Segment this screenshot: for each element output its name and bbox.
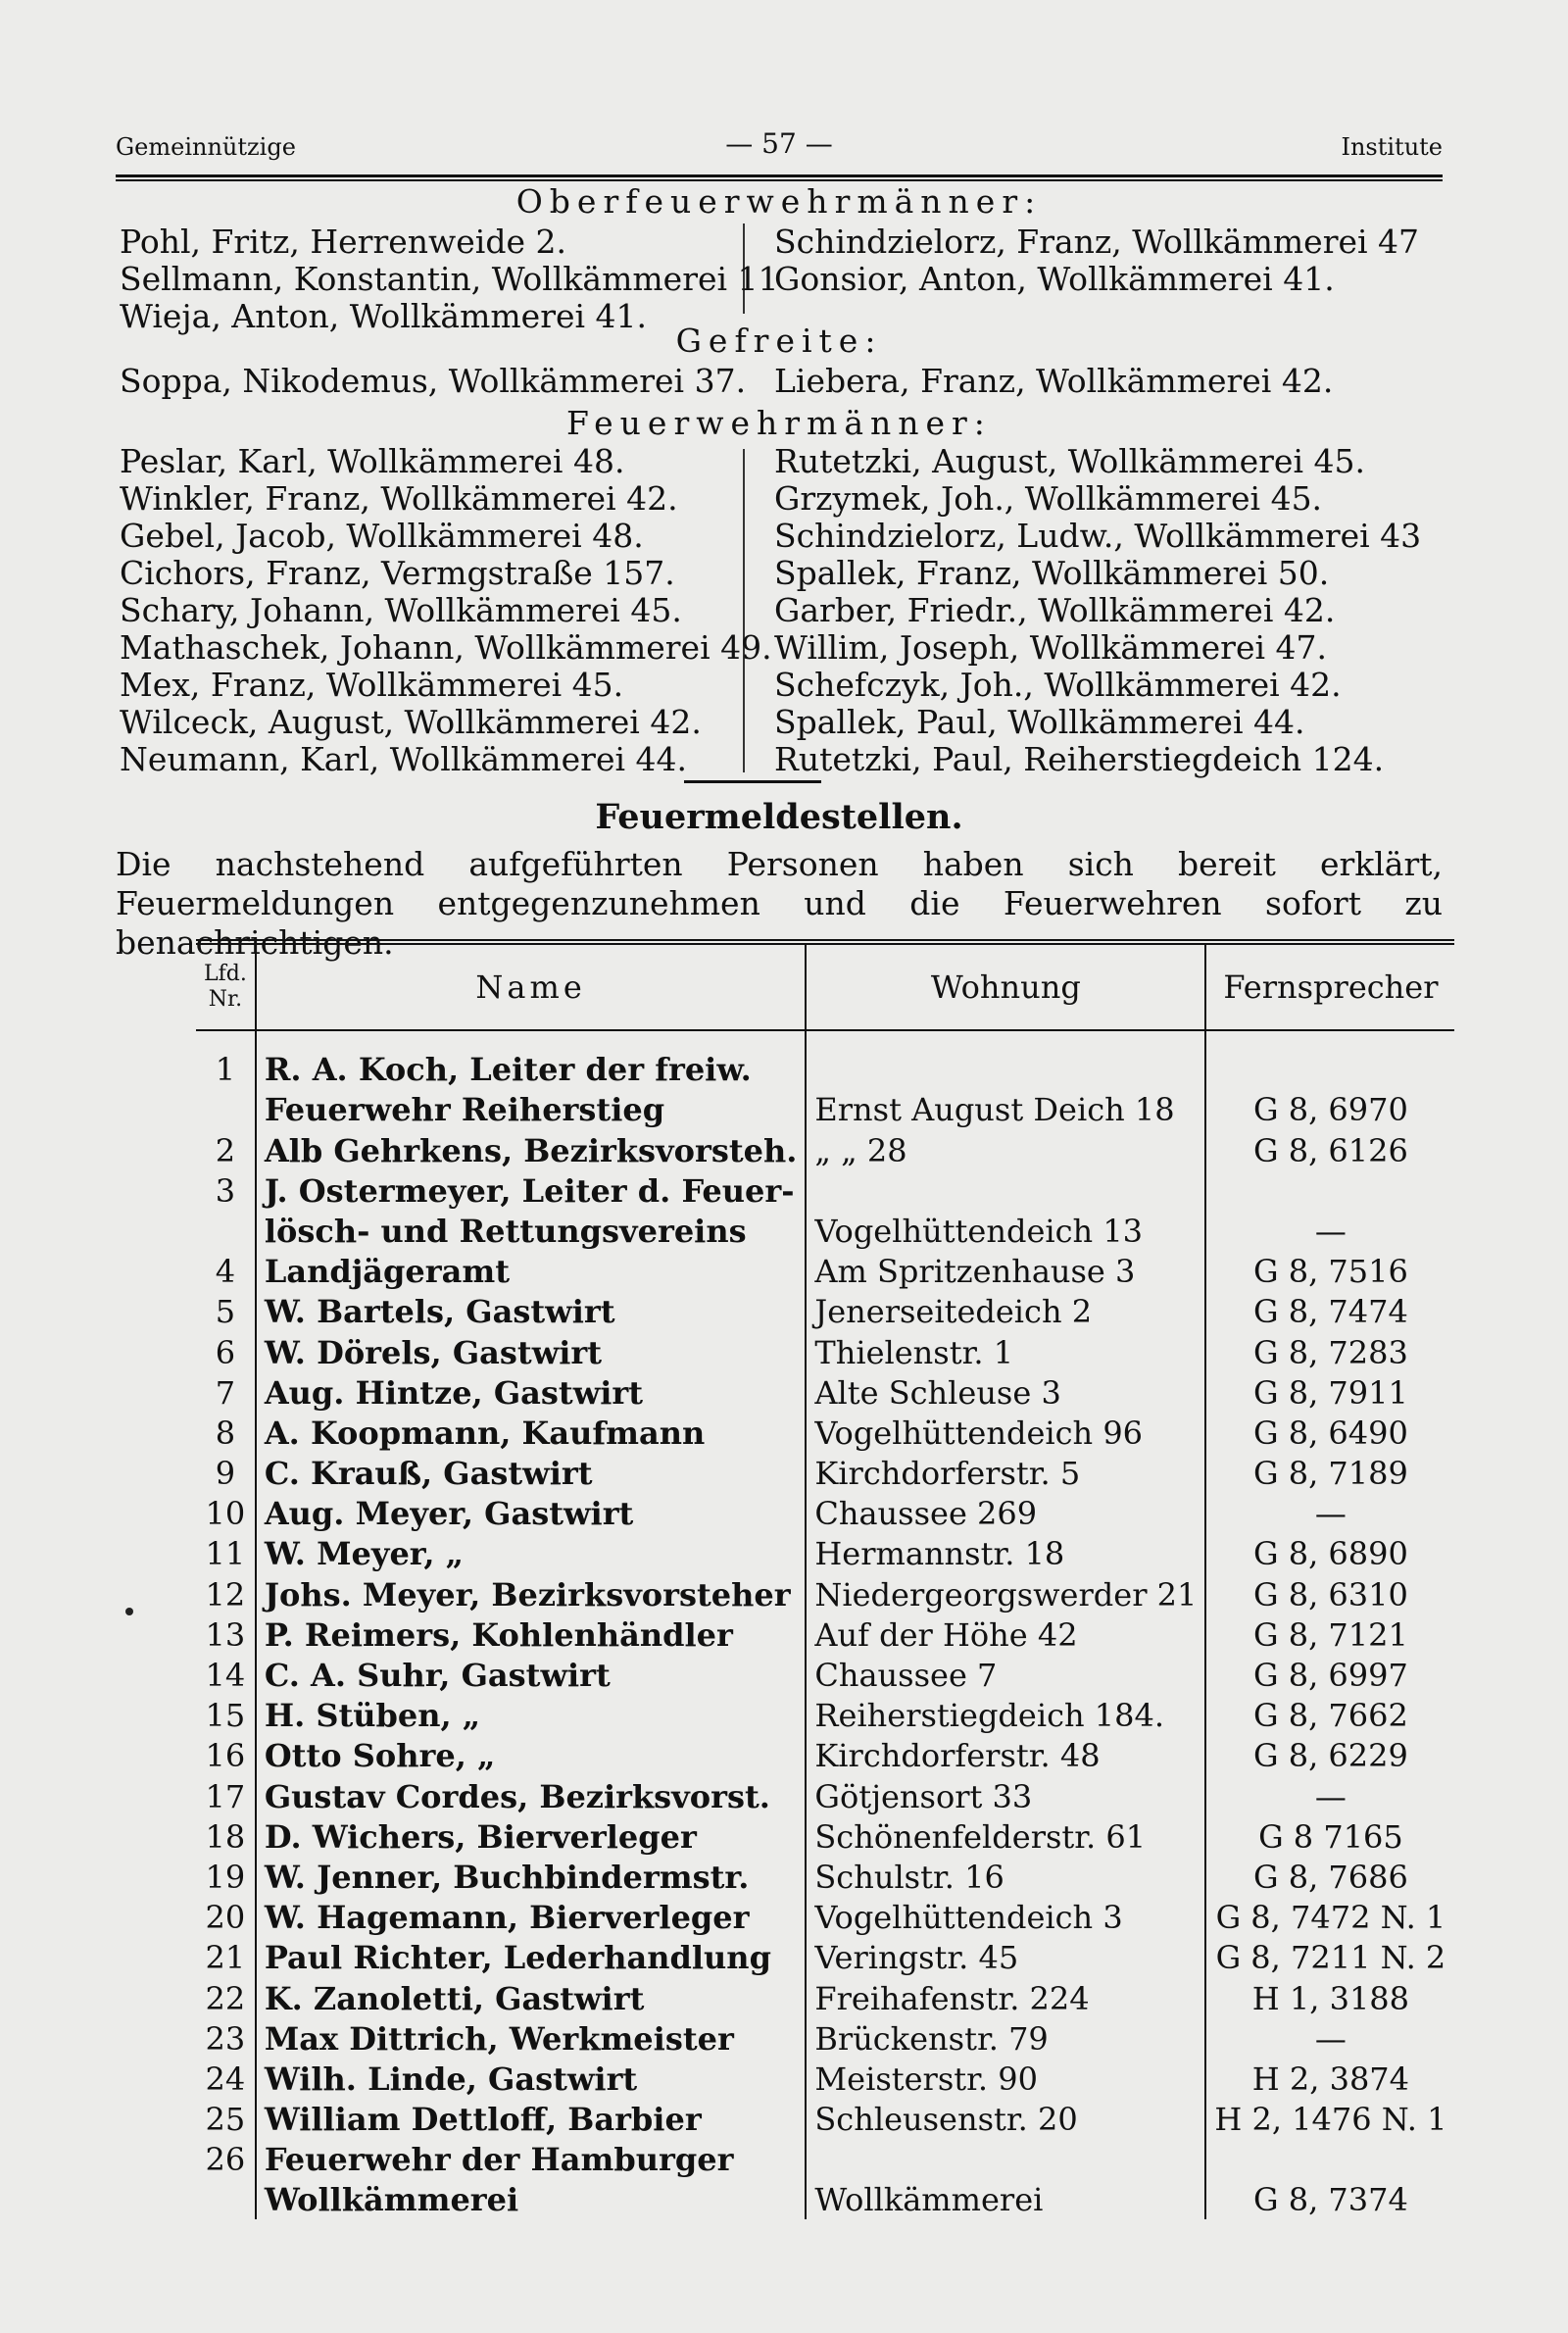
table-row [196,1977,1454,2017]
page-number: — 57 — [725,127,833,160]
section-title-feuerwehrmaenner: Feuerwehrmänner: [566,404,992,442]
fernsprecher-cell: — [1205,1775,1454,1815]
header-rule-top [116,174,1443,177]
table-row [196,1857,1454,1897]
wohnung-cell: Ernst August Deich 18 [806,1089,1205,1129]
section-title-gefreite: Gefreite: [675,322,883,360]
table-row [196,2179,1454,2219]
row-number-cell: 1 [215,1051,236,1089]
row-number-cell: 5 [215,1293,236,1331]
wohnung-cell: Schleusenstr. 20 [806,2099,1205,2139]
row-number-cell: 25 [205,2101,246,2139]
table-row [196,1573,1454,1613]
table-row [196,1030,1454,1089]
table-row [196,1372,1454,1413]
name-cell: Johs. Meyer, Bezirksvorsteher [256,1573,807,1613]
name-cell: H. Stüben, „ [256,1695,807,1735]
table-header-row [196,942,1454,1030]
list-item: Schefczyk, Joh., Wollkämmerei 42. [774,666,1342,704]
fernsprecher-cell: G 8, 7516 [1205,1251,1454,1291]
list-item: Gonsior, Anton, Wollkämmerei 41. [774,260,1335,298]
list-item: Neumann, Karl, Wollkämmerei 44. [120,740,688,778]
wohnung-cell: Reiherstiegdeich 184. [806,1695,1205,1735]
fernsprecher-cell [1205,2139,1454,2179]
column-header-wohnung: Wohnung [806,942,1205,1030]
wohnung-cell [806,2139,1205,2179]
fernsprecher-cell: — [1205,2018,1454,2059]
name-cell: Aug. Hintze, Gastwirt [256,1372,807,1413]
table-row [196,1735,1454,1775]
wohnung-cell: Schönenfelderstr. 61 [806,1816,1205,1857]
row-number-cell: 15 [205,1697,246,1735]
fernsprecher-cell: G 8, 7662 [1205,1695,1454,1735]
gefreite-right-column [774,363,1333,400]
table-row [196,1170,1454,1211]
list-item: Schindzielorz, Ludw., Wollkämmerei 43 [774,517,1422,555]
wohnung-cell: Thielenstr. 1 [806,1331,1205,1371]
wohnung-cell: Kirchdorferstr. 48 [806,1735,1205,1775]
table-row [196,1533,1454,1573]
fernsprecher-cell: G 8, 7686 [1205,1857,1454,1897]
wohnung-cell: Vogelhüttendeich 96 [806,1413,1205,1453]
row-number-cell: 13 [205,1615,246,1654]
wohnung-cell: Freihafenstr. 224 [806,1977,1205,2017]
row-number-cell: 17 [205,1777,246,1815]
row-number-cell: 10 [205,1495,246,1533]
section-title-feuermeldestellen: Feuermeldestellen. [595,797,963,837]
row-number-cell: 24 [205,2060,246,2098]
fernsprecher-cell: G 8, 6490 [1205,1413,1454,1453]
list-item: Spallek, Paul, Wollkämmerei 44. [774,703,1305,741]
name-cell: W. Jenner, Buchbindermstr. [256,1857,807,1897]
feuerwehr-right-column [774,443,1421,778]
fernsprecher-cell: G 8, 6229 [1205,1735,1454,1775]
row-number-cell: 6 [215,1333,236,1371]
fernsprecher-cell: G 8, 7211 N. 2 [1205,1937,1454,1977]
name-cell: Aug. Meyer, Gastwirt [256,1493,807,1533]
list-item: Mathaschek, Johann, Wollkämmerei 49. [120,628,772,667]
column-header-fernsprecher: Fernsprecher [1205,942,1454,1030]
wohnung-cell: Vogelhüttendeich 13 [806,1211,1205,1251]
fernsprecher-cell [1205,1170,1454,1211]
list-item: Winkler, Franz, Wollkämmerei 42. [120,479,678,518]
list-item: Wilceck, August, Wollkämmerei 42. [120,703,702,741]
table-row [196,2059,1454,2099]
fernsprecher-cell: G 8, 7283 [1205,1331,1454,1371]
list-item: Willim, Joseph, Wollkämmerei 47. [774,628,1328,667]
table-row [196,1453,1454,1493]
fernsprecher-cell: G 8, 7474 [1205,1291,1454,1331]
row-number-cell: 3 [215,1171,236,1210]
row-number-cell: 22 [205,1979,246,2017]
row-number-cell [196,1089,256,1129]
running-header [116,127,1443,167]
column-header-nr-line1: Lfd. [204,962,247,986]
row-number-cell: 7 [215,1373,236,1412]
wohnung-cell: Alte Schleuse 3 [806,1372,1205,1413]
feuerwehr-left-column [120,443,772,778]
name-cell: J. Ostermeyer, Leiter d. Feuer- [256,1170,807,1211]
table-row [196,1775,1454,1815]
table-row [196,1695,1454,1735]
fernsprecher-cell: H 2, 1476 N. 1 [1205,2099,1454,2139]
list-item: Schary, Johann, Wollkämmerei 45. [120,591,682,629]
row-number-cell: 14 [205,1657,246,1694]
table-row [196,1251,1454,1291]
list-item: Pohl, Fritz, Herrenweide 2. [120,223,566,261]
name-cell: Alb Gehrkens, Bezirksvorsteh. [256,1129,807,1169]
wohnung-cell: Veringstr. 45 [806,1937,1205,1977]
row-number-cell: 23 [205,2019,246,2058]
name-cell: C. A. Suhr, Gastwirt [256,1655,807,1695]
fernsprecher-cell: H 1, 3188 [1205,1977,1454,2017]
fernsprecher-cell: — [1205,1493,1454,1533]
list-item: Mex, Franz, Wollkämmerei 45. [120,666,624,704]
name-cell: Feuerwehr der Hamburger [256,2139,807,2179]
wohnung-cell: Götjensort 33 [806,1775,1205,1815]
row-number-cell: 18 [205,1817,246,1856]
column-header-name: Name [256,942,807,1030]
row-number-cell: 12 [205,1575,246,1613]
table-row [196,1089,1454,1129]
table-row [196,1331,1454,1371]
feuermeldestellen-table [196,939,1454,2219]
name-cell: P. Reimers, Kohlenhändler [256,1614,807,1655]
wohnung-cell: Hermannstr. 18 [806,1533,1205,1573]
header-left: Gemeinnützige [116,133,296,161]
name-cell: Paul Richter, Lederhandlung [256,1937,807,1977]
table-row [196,1211,1454,1251]
name-cell: Landjägeramt [256,1251,807,1291]
wohnung-cell: Brückenstr. 79 [806,2018,1205,2059]
row-number-cell [196,2179,256,2219]
row-number-cell: 4 [215,1253,236,1291]
wohnung-cell [806,1170,1205,1211]
fernsprecher-cell: G 8, 7121 [1205,1614,1454,1655]
row-number-cell: 20 [205,1899,246,1937]
header-right: Institute [1341,133,1443,161]
fernsprecher-cell: G 8, 7374 [1205,2179,1454,2219]
table-row [196,1291,1454,1331]
name-cell: Otto Sohre, „ [256,1735,807,1775]
list-item: Soppa, Nikodemus, Wollkämmerei 37. [120,362,747,400]
name-cell: William Dettloff, Barbier [256,2099,807,2139]
list-item: Spallek, Franz, Wollkämmerei 50. [774,554,1330,592]
wohnung-cell: Niedergeorgswerder 21 [806,1573,1205,1613]
name-cell: C. Krauß, Gastwirt [256,1453,807,1493]
table-row [196,1493,1454,1533]
table-row [196,1129,1454,1169]
fernsprecher-cell: G 8, 6970 [1205,1089,1454,1129]
wohnung-cell: Am Spritzenhause 3 [806,1251,1205,1291]
list-item: Rutetzki, August, Wollkämmerei 45. [774,442,1365,480]
wohnung-cell: „ „ 28 [806,1129,1205,1169]
list-item: Sellmann, Konstantin, Wollkämmerei 11 [120,260,779,298]
section-divider [684,780,821,783]
name-cell: A. Koopmann, Kaufmann [256,1413,807,1453]
table-row [196,1937,1454,1977]
wohnung-cell: Auf der Höhe 42 [806,1614,1205,1655]
ink-speck [125,1608,133,1615]
table-row [196,2018,1454,2059]
list-item: Cichors, Franz, Vermgstraße 157. [120,554,675,592]
row-number-cell: 16 [205,1737,246,1775]
fernsprecher-cell: G 8, 6126 [1205,1129,1454,1169]
name-cell: Feuerwehr Reiherstieg [256,1089,807,1129]
wohnung-cell: Meisterstr. 90 [806,2059,1205,2099]
row-number-cell: 2 [215,1131,236,1169]
list-item: Liebera, Franz, Wollkämmerei 42. [774,362,1334,400]
list-item: Schindzielorz, Franz, Wollkämmerei 47 [774,223,1420,261]
table-row [196,1413,1454,1453]
fernsprecher-cell: G 8, 6890 [1205,1533,1454,1573]
name-cell: K. Zanoletti, Gastwirt [256,1977,807,2017]
wohnung-cell: Jenerseitedeich 2 [806,1291,1205,1331]
name-cell: lösch- und Rettungsvereins [256,1211,807,1251]
wohnung-cell: Schulstr. 16 [806,1857,1205,1897]
list-item: Garber, Friedr., Wollkämmerei 42. [774,591,1336,629]
fernsprecher-cell: G 8, 6310 [1205,1573,1454,1613]
name-cell: W. Dörels, Gastwirt [256,1331,807,1371]
table-row [196,1897,1454,1937]
name-cell: D. Wichers, Bierverleger [256,1816,807,1857]
list-item: Gebel, Jacob, Wollkämmerei 48. [120,517,644,555]
wohnung-cell: Chaussee 7 [806,1655,1205,1695]
wohnung-cell: Wollkämmerei [806,2179,1205,2219]
wohnung-cell: Vogelhüttendeich 3 [806,1897,1205,1937]
name-cell: R. A. Koch, Leiter der freiw. [256,1030,807,1089]
name-cell: Gustav Cordes, Bezirksvorst. [256,1775,807,1815]
row-number-cell [196,1211,256,1251]
row-number-cell: 21 [205,1939,246,1977]
list-item: Wieja, Anton, Wollkämmerei 41. [120,297,648,335]
row-number-cell: 9 [215,1455,236,1493]
fernsprecher-cell: G 8, 7189 [1205,1453,1454,1493]
oberfeuerwehr-right-column [774,223,1419,298]
table-row [196,1614,1454,1655]
fernsprecher-cell: G 8 7165 [1205,1816,1454,1857]
list-item: Peslar, Karl, Wollkämmerei 48. [120,442,625,480]
wohnung-cell: Chaussee 269 [806,1493,1205,1533]
name-cell: Wilh. Linde, Gastwirt [256,2059,807,2099]
column-header-nr [196,942,256,1030]
name-cell: Wollkämmerei [256,2179,807,2219]
column-header-nr-line2: Nr. [208,987,243,1012]
table-row [196,2139,1454,2179]
fernsprecher-cell: — [1205,1211,1454,1251]
list-item: Grzymek, Joh., Wollkämmerei 45. [774,479,1323,518]
row-number-cell: 11 [205,1535,246,1573]
name-cell: W. Bartels, Gastwirt [256,1291,807,1331]
list-item: Rutetzki, Paul, Reiherstiegdeich 124. [774,740,1385,778]
row-number-cell: 19 [205,1858,246,1896]
table-row [196,2099,1454,2139]
name-cell: W. Hagemann, Bierverleger [256,1897,807,1937]
table-row [196,1655,1454,1695]
intro-paragraph: Die nachstehend aufgeführten Personen haben sich bereit erklärt, Feuermeldungen entgegenzunehmen und die Feuerwehren sofort zu benachrichtigen. [116,845,1443,962]
row-number-cell: 26 [205,2141,246,2179]
header-rule-bottom [116,179,1443,181]
wohnung-cell [806,1030,1205,1089]
oberfeuerwehr-left-column [120,223,779,335]
fernsprecher-cell: G 8, 6997 [1205,1655,1454,1695]
fernsprecher-cell [1205,1030,1454,1089]
section-title-oberfeuerwehrmaenner: Oberfeuerwehrmänner: [515,182,1043,221]
name-cell: Max Dittrich, Werkmeister [256,2018,807,2059]
fernsprecher-cell: G 8, 7911 [1205,1372,1454,1413]
fernsprecher-cell: H 2, 3874 [1205,2059,1454,2099]
table-row [196,1816,1454,1857]
fernsprecher-cell: G 8, 7472 N. 1 [1205,1897,1454,1937]
name-cell: W. Meyer, „ [256,1533,807,1573]
row-number-cell: 8 [215,1414,236,1452]
wohnung-cell: Kirchdorferstr. 5 [806,1453,1205,1493]
gefreite-left-column [120,363,746,400]
